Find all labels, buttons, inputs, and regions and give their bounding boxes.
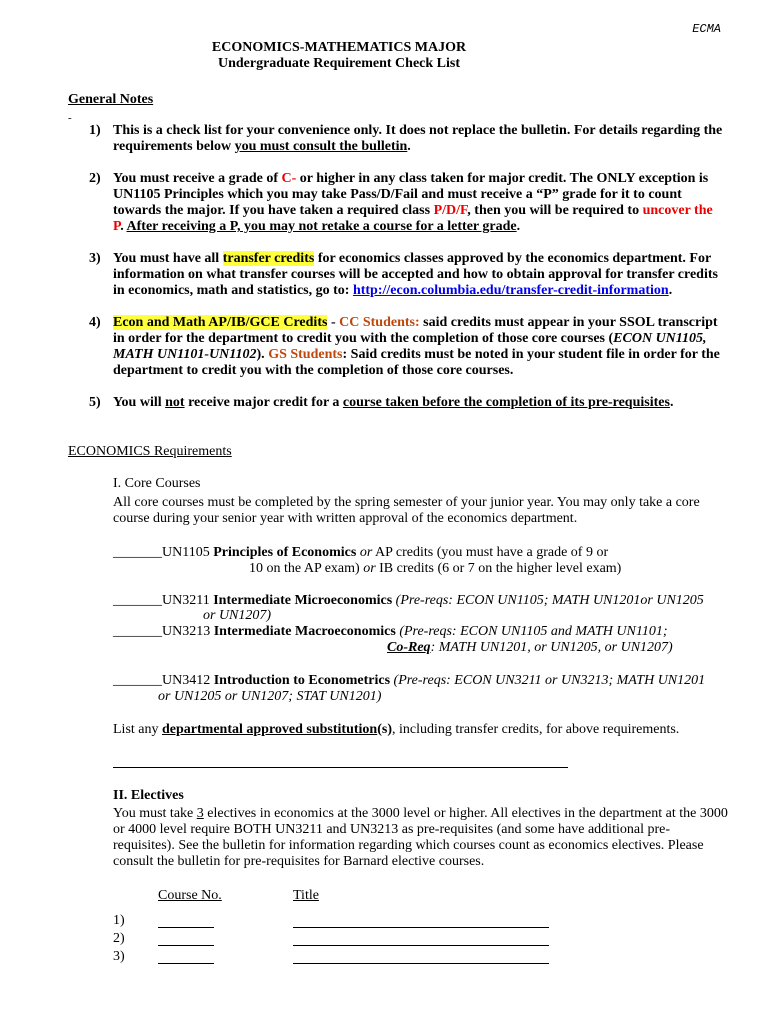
note-text: . xyxy=(668,283,673,298)
economics-heading: ECONOMICS Requirements xyxy=(68,444,232,459)
gs-students-label: GS Students xyxy=(268,347,343,362)
prereqs: (Pre-reqs: ECON UN1105; MATH UN1201or UN1205 xyxy=(392,593,704,608)
prereqs: (Pre-reqs: ECON UN1105 and MATH UN1101; xyxy=(395,624,668,639)
electives-heading: II. Electives xyxy=(113,788,184,803)
electives-text: electives in economics at the 3000 level or higher. All electives in the department at the 3000 xyxy=(203,806,728,821)
course-code: UN3412 xyxy=(162,673,214,688)
course-un3213-line-2 xyxy=(387,640,673,656)
note-text: You must receive a grade of xyxy=(113,171,282,186)
note-text: . xyxy=(120,219,127,234)
note-text: said credits must appear in your SSOL transcript in order for the department to credit you with the completion of those core courses ( xyxy=(113,315,718,346)
elective-row-number: 1) xyxy=(113,913,125,928)
substitution-instruction xyxy=(113,722,679,738)
column-title: Title xyxy=(293,888,319,903)
note-text: . xyxy=(516,219,521,234)
course-code: UN3211 xyxy=(162,593,214,608)
course-un3211-line-1 xyxy=(113,593,704,609)
grade-text: C- xyxy=(281,171,297,186)
elective-2-title-field[interactable] xyxy=(293,945,549,946)
note-text: : Said credits must be noted in your student file in order for the department to credit you with the completion of those core courses. xyxy=(113,347,720,378)
core-intro-line-1: All core courses must be completed by the spring semester of your junior year. You may only take a core xyxy=(113,495,700,510)
elective-row-number: 3) xyxy=(113,949,125,964)
prereq-warning: course taken before the completion of its pre-requisites xyxy=(342,395,670,410)
course-name: Intermediate Macroeconomics xyxy=(213,624,396,639)
electives-text: You must take xyxy=(113,806,197,821)
coreq-label: Co-Req xyxy=(387,640,431,655)
course-name: Introduction to Econometrics xyxy=(213,673,391,688)
elective-3-course-field[interactable] xyxy=(158,963,214,964)
core-courses-heading: I. Core Courses xyxy=(113,476,201,491)
not-text: not xyxy=(165,395,185,410)
course-un1105-line-2 xyxy=(249,561,621,577)
electives-line-2: or 4000 level require BOTH UN3211 and UN3213 as pre-requisites (and some have additional pre- xyxy=(113,822,670,837)
coreqs: : MATH UN1201, or UN1205, or UN1207) xyxy=(430,640,673,655)
course-un3211-line-2: or UN1207) xyxy=(203,608,272,623)
ap-credits-highlight: Econ and Math AP/IB/GCE Credits xyxy=(113,315,328,330)
substitution-plural: (s) xyxy=(377,722,392,737)
note-text: . xyxy=(407,139,411,154)
document-code: ECMA xyxy=(692,22,721,36)
course-un3412-line-1 xyxy=(113,673,705,689)
note-text: You must have all xyxy=(113,251,223,266)
note-text: for economics classes approved by the economics department. For information on what transfer courses will be accepted and how to obtain approval for transfer credits in economics, math and statistics, go to: xyxy=(113,251,718,298)
substitution-text: List any xyxy=(113,722,162,737)
consult-bulletin-text: you must consult the bulletin xyxy=(234,139,408,154)
elective-3-title-field[interactable] xyxy=(293,963,549,964)
checkbox-blank[interactable]: _______ xyxy=(113,545,162,560)
elective-1-course-field[interactable] xyxy=(158,927,214,928)
electives-line-4: consult the bulletin for pre-requisites for Barnard elective courses. xyxy=(113,854,485,869)
note-text: . xyxy=(669,395,674,410)
column-course-no: Course No. xyxy=(158,888,222,903)
course-un3213-line-1 xyxy=(113,624,668,640)
course-detail: IB credits (6 or 7 on the higher level exam) xyxy=(375,561,622,576)
substitution-emphasis: departmental approved substitution xyxy=(162,722,378,737)
transfer-credit-link[interactable]: http://econ.columbia.edu/transfer-credit-information xyxy=(352,283,669,298)
stray-bullet: - xyxy=(68,112,72,124)
document-title: ECONOMICS-MATHEMATICS MAJOR xyxy=(211,40,467,55)
note-number: 2) xyxy=(89,171,101,186)
document-subtitle: Undergraduate Requirement Check List xyxy=(217,56,460,71)
note-text: - xyxy=(327,315,340,330)
course-codes: ECON UN1105, MATH UN1101-UN1102 xyxy=(113,331,707,362)
note-number: 1) xyxy=(89,123,101,138)
electives-count: 3 xyxy=(196,806,204,821)
retake-warning: After receiving a P, you may not retake a course for a letter grade xyxy=(126,219,517,234)
note-text: You will xyxy=(113,395,166,410)
or-text: or xyxy=(363,561,376,576)
course-un1105-line-1 xyxy=(113,545,608,561)
note-number: 3) xyxy=(89,251,101,266)
pdf-text: P/D/F xyxy=(433,203,468,218)
course-name: Principles of Economics xyxy=(213,545,357,560)
prereqs: (Pre-reqs: ECON UN3211 or UN3213; MATH UN1201 xyxy=(390,673,706,688)
core-intro-line-2: course during your senior year with written approval of the economics department. xyxy=(113,511,578,526)
transfer-credits-highlight: transfer credits xyxy=(222,251,315,266)
cc-students-label: CC Students: xyxy=(339,315,420,330)
substitution-text: , including transfer credits, for above requirements. xyxy=(392,722,680,737)
note-text: or higher in any class taken for major credit. The ONLY exception is UN1105 Principles which you may take Pass/D/Fail and must receive a “P” grade for it to count towards the major. If you have taken a required class xyxy=(113,171,709,218)
course-un3412-line-2: or UN1205 or UN1207; STAT UN1201) xyxy=(158,689,382,704)
note-text: receive major credit for a xyxy=(184,395,343,410)
note-text: This is a check list for your convenience only. It does not replace the bulletin. For details regarding the requirements below xyxy=(113,123,723,154)
checkbox-blank[interactable]: _______ xyxy=(113,673,162,688)
elective-1-title-field[interactable] xyxy=(293,927,549,928)
course-detail: 10 on the AP exam) xyxy=(249,561,364,576)
general-notes-heading: General Notes xyxy=(68,92,154,107)
checkbox-blank[interactable]: _______ xyxy=(113,593,162,608)
electives-line-1 xyxy=(113,806,728,822)
elective-row-number: 2) xyxy=(113,931,125,946)
course-code: UN1105 xyxy=(162,545,214,560)
electives-line-3: requisites). See the bulletin for information regarding which courses count as economics electives. Please xyxy=(113,838,704,853)
or-text: or xyxy=(356,545,373,560)
checkbox-blank[interactable]: _______ xyxy=(113,624,162,639)
uncover-text: uncover the P xyxy=(113,203,713,234)
substitution-write-line[interactable] xyxy=(113,767,568,768)
course-detail: AP credits (you must have a grade of 9 or xyxy=(372,545,609,560)
course-name: Intermediate Microeconomics xyxy=(213,593,393,608)
note-text: , then you will be required to xyxy=(467,203,643,218)
elective-2-course-field[interactable] xyxy=(158,945,214,946)
note-text: ). xyxy=(256,347,269,362)
note-number: 5) xyxy=(89,395,101,410)
course-code: UN3213 xyxy=(162,624,214,639)
note-number: 4) xyxy=(89,315,101,330)
